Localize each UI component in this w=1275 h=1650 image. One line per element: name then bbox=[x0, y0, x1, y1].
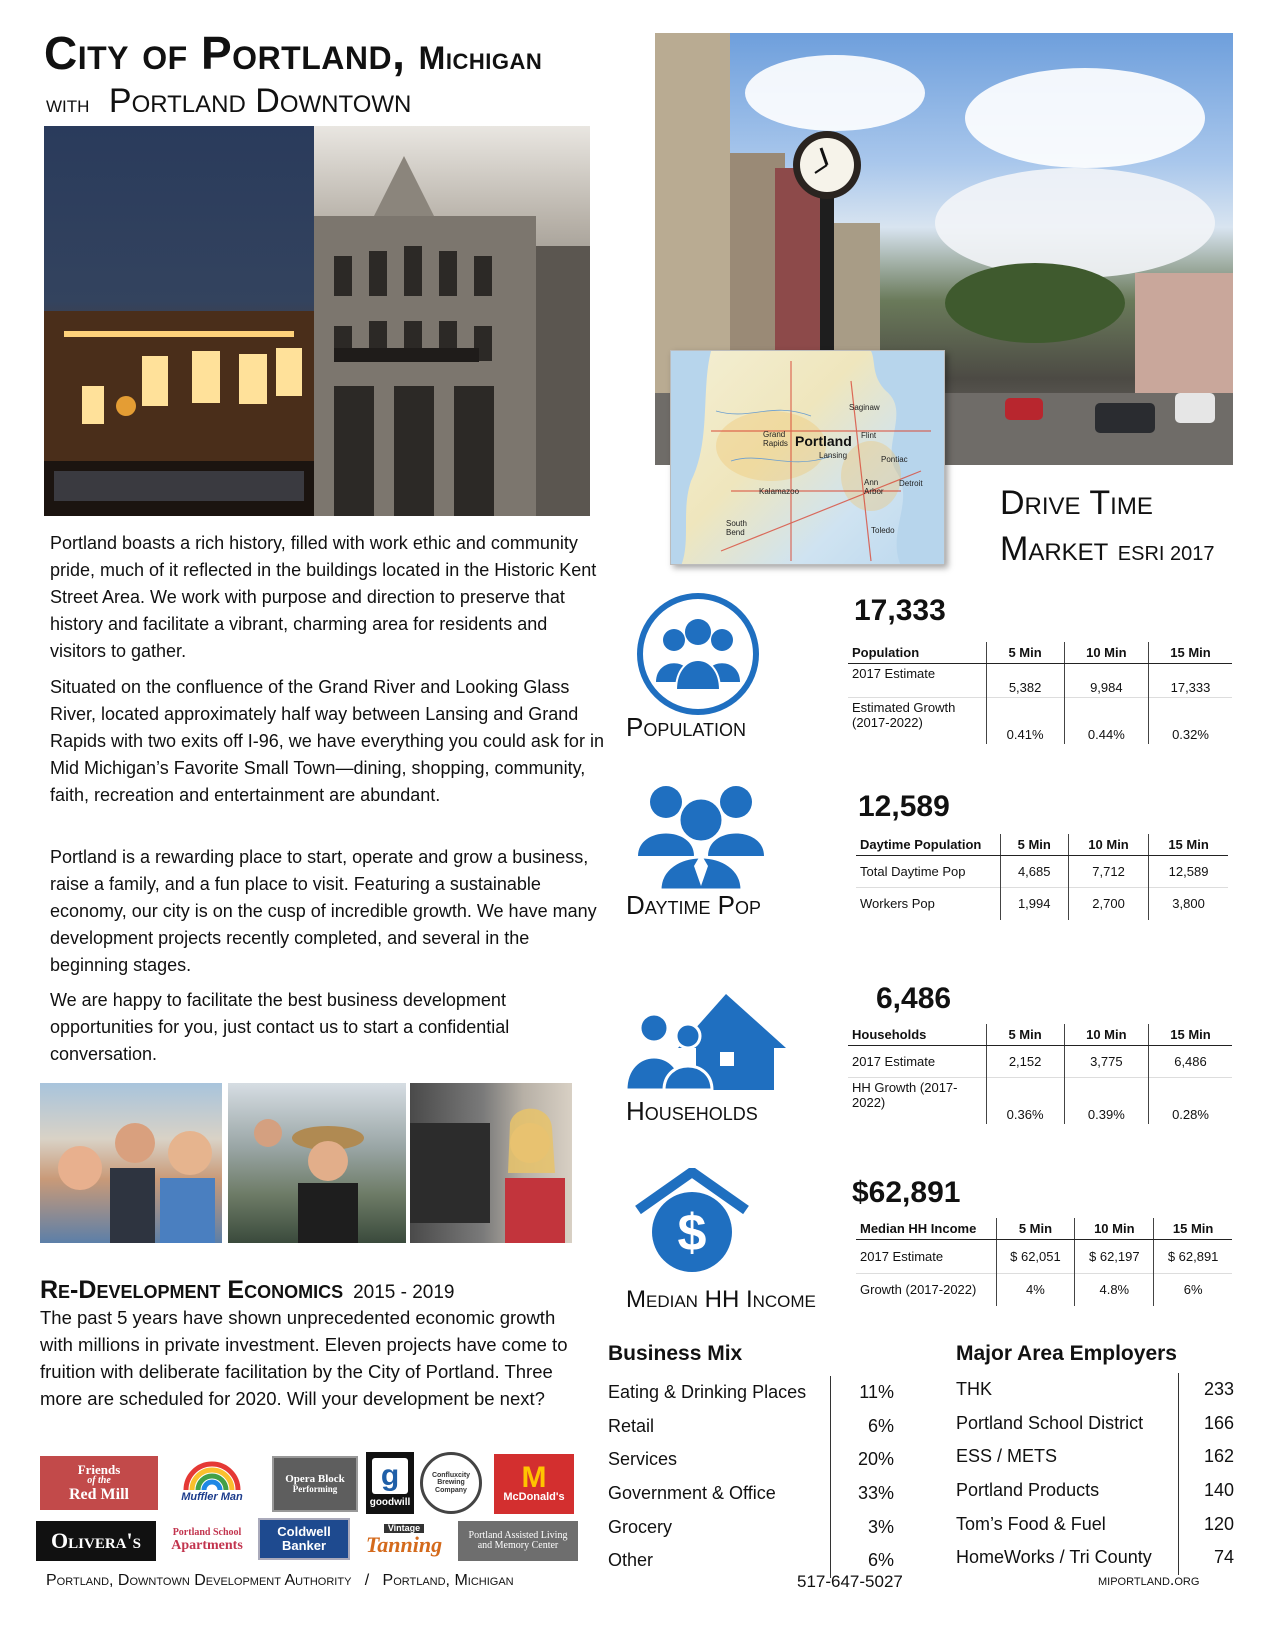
table-cell: 1,994 bbox=[1000, 888, 1068, 920]
list-item-name: ESS / METS bbox=[956, 1446, 1058, 1467]
list-item-value: 6% bbox=[830, 1544, 894, 1578]
employers-list bbox=[956, 1373, 1234, 1575]
table-cell: 0.44% bbox=[1064, 698, 1148, 744]
daytime-pop-label: Daytime Pop bbox=[626, 890, 762, 920]
table-cell: 0.36% bbox=[986, 1078, 1064, 1124]
table-cell: 5,382 bbox=[986, 664, 1064, 698]
table-header: Daytime Population bbox=[856, 834, 1000, 856]
list-item-name: HomeWorks / Tri County bbox=[956, 1547, 1152, 1568]
table-cell: Workers Pop bbox=[856, 888, 1000, 920]
downtown-night-photo bbox=[44, 126, 314, 516]
map-label-grand-rapids: Grand Rapids bbox=[763, 430, 788, 448]
title-state: Michigan bbox=[418, 40, 543, 76]
households-total: 6,486 bbox=[876, 982, 952, 1015]
table-header: 10 Min bbox=[1064, 642, 1148, 664]
list-item-value: 11% bbox=[830, 1376, 894, 1410]
table-cell: 3,800 bbox=[1149, 888, 1228, 920]
table-cell: Estimated Growth (2017-2022) bbox=[848, 698, 986, 744]
table-row bbox=[848, 664, 1232, 698]
list-item-name: Other bbox=[608, 1550, 654, 1571]
map-label-flint: Flint bbox=[861, 431, 877, 440]
table-header: Households bbox=[848, 1024, 986, 1046]
title-city: City of Portland, bbox=[44, 27, 406, 79]
list-item bbox=[608, 1410, 894, 1444]
daytime-pop-table bbox=[856, 834, 1228, 920]
list-item-value: 74 bbox=[1178, 1541, 1234, 1575]
list-item-value: 120 bbox=[1178, 1507, 1234, 1541]
list-item bbox=[956, 1474, 1234, 1508]
table-cell: 2017 Estimate bbox=[848, 1046, 986, 1078]
map-label-portland: Portland bbox=[795, 433, 852, 449]
footer-website: miportland.org bbox=[1098, 1572, 1200, 1589]
table-header-row bbox=[848, 1024, 1232, 1046]
map-label-ann-arbor: Ann Arbor bbox=[864, 478, 884, 496]
people-group-icon bbox=[636, 592, 760, 721]
subtitle-with: with bbox=[46, 91, 90, 118]
table-header: 5 Min bbox=[1000, 834, 1068, 856]
list-item-value: 3% bbox=[830, 1510, 894, 1544]
list-item bbox=[608, 1376, 894, 1410]
table-cell: 2,700 bbox=[1068, 888, 1148, 920]
households-table bbox=[848, 1024, 1232, 1124]
confluxcity-brewing-logo: Confluxcity Brewing Company bbox=[420, 1452, 482, 1514]
table-header: 5 Min bbox=[986, 1024, 1064, 1046]
list-item-name: Eating & Drinking Places bbox=[608, 1382, 807, 1403]
table-cell: 0.39% bbox=[1064, 1078, 1148, 1124]
table-cell: 2017 Estimate bbox=[856, 1240, 996, 1274]
table-cell: 6% bbox=[1154, 1274, 1232, 1306]
intro-paragraph-3: Portland is a rewarding place to start, operate and grow a business, raise a family, and a fun place to visit. Featuring a sustainable economy, our city is on the cusp of incredible growth. We have many development projects recently completed, and several in the beginning stages. bbox=[50, 847, 597, 975]
list-item-value: 166 bbox=[1178, 1407, 1234, 1441]
table-header: 10 Min bbox=[1075, 1218, 1154, 1240]
community-photo-pizza bbox=[410, 1083, 572, 1243]
table-cell: Growth (2017-2022) bbox=[856, 1274, 996, 1306]
table-header: Population bbox=[848, 642, 986, 664]
list-item bbox=[608, 1510, 894, 1544]
median-income-table bbox=[856, 1218, 1232, 1306]
table-row bbox=[856, 856, 1228, 888]
table-header-row bbox=[856, 834, 1228, 856]
median-income-label: Median HH Income bbox=[626, 1286, 816, 1313]
list-item bbox=[608, 1477, 894, 1511]
intro-paragraph-2: Situated on the confluence of the Grand River and Looking Glass River, located approximately half way between Lansing and Grand Rapids with two exits off I-96, we have everything you could ask for in Mid Michigan’s Favorite Small Town—dining, shopping, community, faith, recreation and entertainment are abundant. bbox=[50, 677, 604, 805]
list-item-value: 233 bbox=[1178, 1373, 1234, 1407]
drive-time-map bbox=[670, 350, 945, 565]
drive-time-source: ESRI 2017 bbox=[1117, 543, 1215, 565]
historic-building-photo bbox=[314, 126, 590, 516]
table-header: 15 Min bbox=[1149, 834, 1228, 856]
table-cell: 9,984 bbox=[1064, 664, 1148, 698]
list-item bbox=[608, 1443, 894, 1477]
list-item bbox=[956, 1440, 1234, 1474]
table-cell: 4.8% bbox=[1075, 1274, 1154, 1306]
community-photo-girls bbox=[40, 1083, 222, 1243]
table-cell: 17,333 bbox=[1149, 664, 1233, 698]
drive-time-line2: Market bbox=[1000, 530, 1109, 568]
oliveras-logo: Olivera's bbox=[36, 1521, 156, 1561]
list-item-name: Grocery bbox=[608, 1516, 673, 1537]
list-item-name: Portland Products bbox=[956, 1480, 1100, 1501]
map-label-saginaw: Saginaw bbox=[849, 403, 880, 412]
list-item-value: 140 bbox=[1178, 1474, 1234, 1508]
population-total: 17,333 bbox=[854, 594, 946, 627]
community-photo-festival bbox=[228, 1083, 406, 1243]
footer-phone: 517-647-5027 bbox=[797, 1572, 903, 1591]
table-cell: Total Daytime Pop bbox=[856, 856, 1000, 888]
drive-time-line1: Drive Time bbox=[1000, 484, 1153, 522]
dollar-house-icon bbox=[634, 1168, 750, 1281]
table-cell: $ 62,197 bbox=[1075, 1240, 1154, 1274]
subtitle-main: Portland Downtown bbox=[108, 82, 412, 120]
list-item-value: 6% bbox=[830, 1410, 894, 1444]
table-cell: 2,152 bbox=[986, 1046, 1064, 1078]
table-row bbox=[848, 698, 1232, 744]
table-cell: 3,775 bbox=[1064, 1046, 1148, 1078]
redevelopment-text: The past 5 years have shown unprecedented economic growth with millions in private investment. Eleven projects have come to fruition with deliberate facilitation by the City of Portland. Three more are scheduled for 2020. Will your development be next? bbox=[40, 1307, 568, 1409]
mcdonalds-logo: M McDonald's bbox=[494, 1454, 574, 1514]
map-label-lansing: Lansing bbox=[819, 451, 848, 460]
table-header-row bbox=[856, 1218, 1232, 1240]
redevelopment-heading: Re-Development Economics bbox=[40, 1276, 344, 1304]
table-cell: 4,685 bbox=[1000, 856, 1068, 888]
svg-text:$: $ bbox=[677, 1204, 707, 1262]
business-people-icon bbox=[636, 780, 766, 895]
table-header: 15 Min bbox=[1154, 1218, 1232, 1240]
list-item-value: 20% bbox=[830, 1443, 894, 1477]
population-table bbox=[848, 642, 1232, 744]
drive-time-title bbox=[1000, 480, 1215, 577]
list-item-name: THK bbox=[956, 1379, 992, 1400]
employers-title: Major Area Employers bbox=[956, 1342, 1177, 1365]
list-item bbox=[956, 1507, 1234, 1541]
intro-paragraph-1: Portland boasts a rich history, filled with work ethic and community pride, much of it reflected in the buildings located in the Historic Kent Street Area. We work with purpose and direction to preserve that history and facilitate a vibrant, charming area for residents and visitors to gather. bbox=[50, 533, 597, 661]
goodwill-logo: g goodwill bbox=[366, 1452, 414, 1514]
table-header: 10 Min bbox=[1064, 1024, 1148, 1046]
table-cell: 0.32% bbox=[1149, 698, 1233, 744]
map-label-south-bend: South Bend bbox=[726, 519, 747, 537]
table-row bbox=[848, 1046, 1232, 1078]
households-label: Households bbox=[626, 1096, 758, 1126]
list-item-name: Government & Office bbox=[608, 1483, 776, 1504]
table-header: 5 Min bbox=[986, 642, 1064, 664]
redevelopment-title bbox=[40, 1276, 455, 1305]
table-cell: $ 62,051 bbox=[996, 1240, 1075, 1274]
table-row bbox=[848, 1078, 1232, 1124]
page-title bbox=[44, 27, 543, 79]
table-row bbox=[856, 888, 1228, 920]
table-row bbox=[856, 1240, 1232, 1274]
muffler-man-logo: Muffler Man bbox=[162, 1452, 262, 1512]
table-header: 15 Min bbox=[1149, 642, 1233, 664]
page-subtitle bbox=[46, 84, 411, 118]
list-item bbox=[956, 1407, 1234, 1441]
portland-school-apartments-logo: Portland School Apartments bbox=[171, 1527, 243, 1553]
business-mix-title: Business Mix bbox=[608, 1342, 743, 1365]
table-cell: $ 62,891 bbox=[1154, 1240, 1232, 1274]
daytime-pop-total: 12,589 bbox=[858, 790, 950, 823]
redevelopment-years: 2015 - 2019 bbox=[353, 1282, 455, 1303]
vintage-tanning-logo: Vintage Tanning bbox=[365, 1522, 443, 1558]
list-item-name: Portland School District bbox=[956, 1412, 1144, 1433]
list-item-value: 33% bbox=[830, 1477, 894, 1511]
table-cell: 2017 Estimate bbox=[848, 664, 986, 698]
table-header: Median HH Income bbox=[856, 1218, 996, 1240]
table-header: 15 Min bbox=[1149, 1024, 1233, 1046]
opera-block-logo: Opera Block Performing bbox=[272, 1456, 358, 1512]
intro-paragraph-4: We are happy to facilitate the best business development opportunities for you, just contact us to start a confidential conversation. bbox=[50, 990, 510, 1064]
map-label-detroit: Detroit bbox=[899, 479, 923, 488]
map-label-kalamazoo: Kalamazoo bbox=[759, 487, 800, 496]
table-row bbox=[856, 1274, 1232, 1306]
list-item bbox=[956, 1373, 1234, 1407]
list-item-name: Services bbox=[608, 1449, 678, 1470]
coldwell-banker-logo: Coldwell Banker bbox=[258, 1518, 350, 1560]
table-cell: 6,486 bbox=[1149, 1046, 1233, 1078]
portland-assisted-living-logo: Portland Assisted Living and Memory Center bbox=[458, 1521, 578, 1561]
map-label-toledo: Toledo bbox=[871, 526, 895, 535]
list-item-value: 162 bbox=[1178, 1440, 1234, 1474]
table-cell: 4% bbox=[996, 1274, 1075, 1306]
table-header: 5 Min bbox=[996, 1218, 1075, 1240]
footer-organization: Portland, Downtown Development Authority / Portland, Michigan bbox=[46, 1572, 514, 1589]
friends-of-red-mill-logo: Friends of the Red Mill bbox=[40, 1456, 158, 1510]
table-cell: 7,712 bbox=[1068, 856, 1148, 888]
median-income-total: $62,891 bbox=[852, 1176, 961, 1209]
family-house-icon bbox=[626, 990, 786, 1095]
population-label: Population bbox=[626, 712, 747, 742]
list-item-name: Tom’s Food & Fuel bbox=[956, 1513, 1106, 1534]
list-item bbox=[956, 1541, 1234, 1575]
table-cell: 12,589 bbox=[1149, 856, 1228, 888]
list-item-name: Retail bbox=[608, 1415, 655, 1436]
business-mix-list bbox=[608, 1376, 894, 1578]
map-label-pontiac: Pontiac bbox=[881, 455, 908, 464]
table-cell: 0.41% bbox=[986, 698, 1064, 744]
table-cell: 0.28% bbox=[1149, 1078, 1233, 1124]
table-cell: HH Growth (2017-2022) bbox=[848, 1078, 986, 1124]
table-header-row bbox=[848, 642, 1232, 664]
table-header: 10 Min bbox=[1068, 834, 1148, 856]
